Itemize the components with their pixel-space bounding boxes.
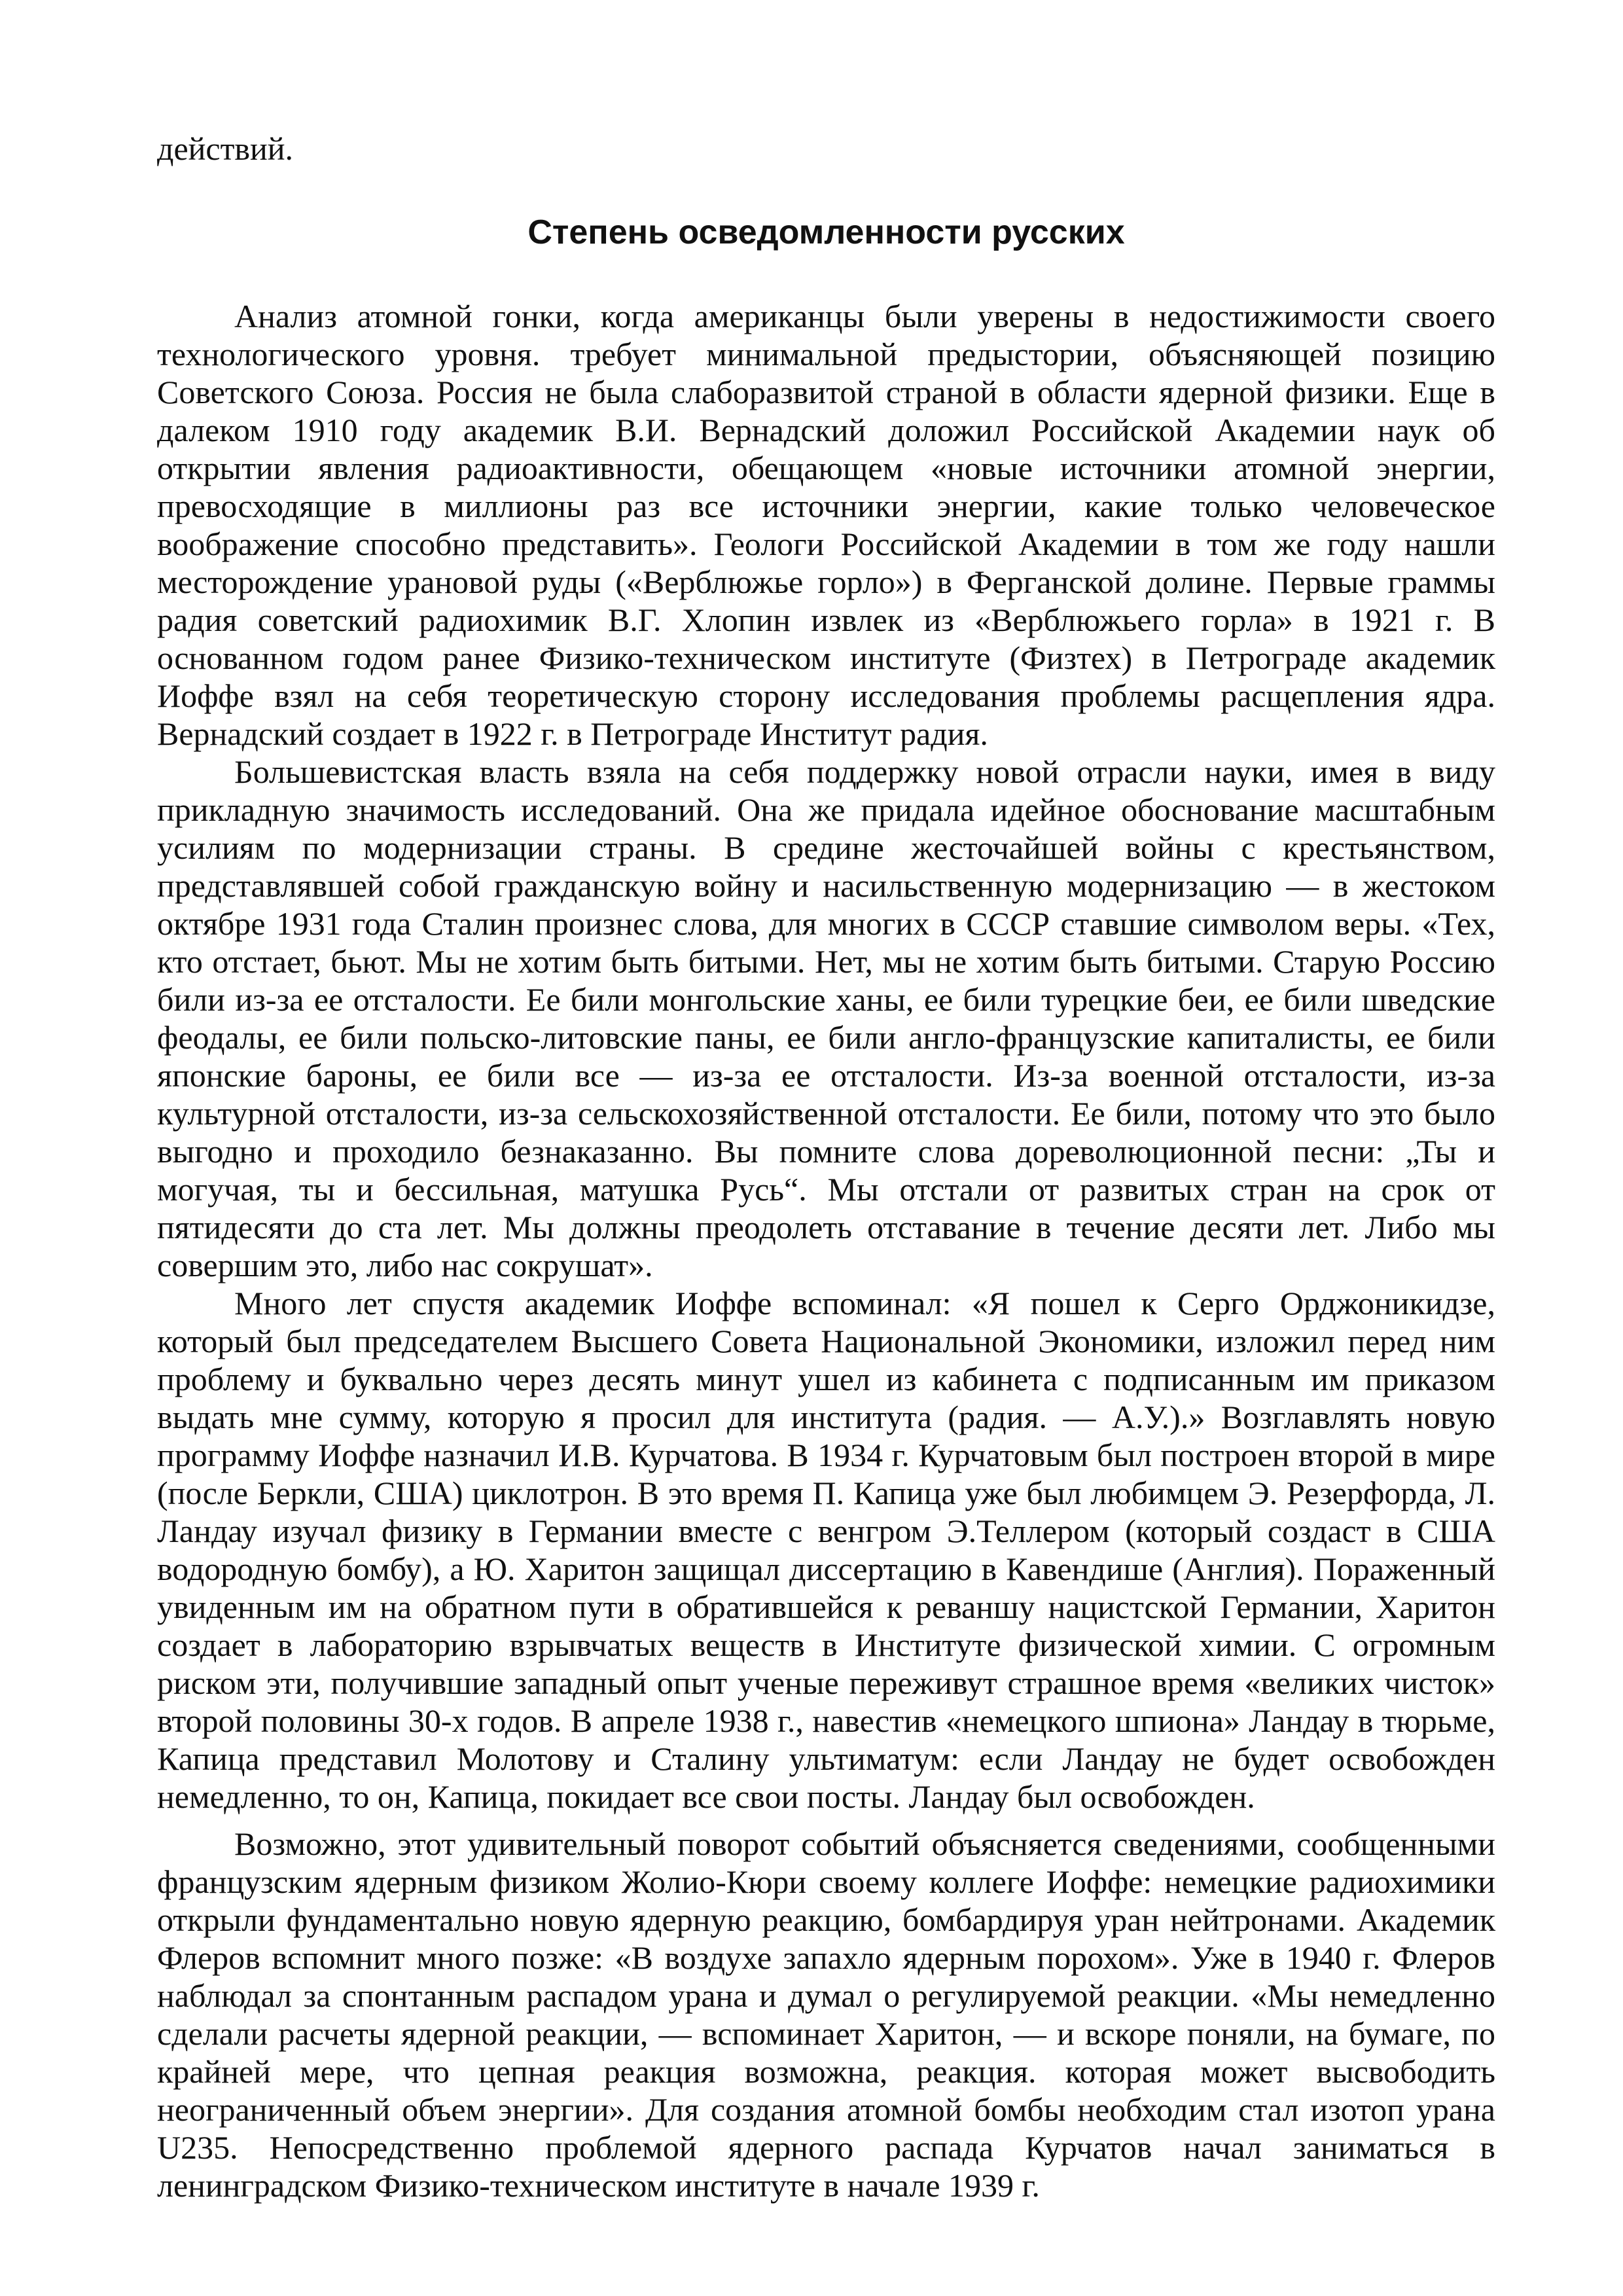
paragraph-3: Много лет спустя академик Иоффе вспоминал: «Я пошел к Серго Орджоникидзе, который был председателем Высшего Совета Национальной Экономики, изложил перед ним проблему и буквально через десять минут ушел из кабинета с подписанным им приказом выдать мне сумму, которую я просил для института (радия. — А.У.).» Возглавлять новую программу Иоффе назначил И.В. Курчатова. В 1934 г. Курчатовым был построен второй в мире (после Беркли, США) циклотрон. В это время П. Капица уже был любимцем Э. Резерфорда, Л. Ландау изучал физику в Германии вместе с венгром Э.Теллером (который создаст в США водородную бомбу), а Ю. Харитон защищал диссертацию в Кавендише (Англия). Пораженный увиденным им на обратном пути в обратившейся к реваншу нацистской Германии, Харитон создает в лабораторию взрывчатых веществ в Институте физической химии. С огромным риском эти, получившие западный опыт ученые переживут страшное время «великих чисток» второй половины 30-х годов. В апреле 1938 г., навестив «немецкого шпиона» Ландау в тюрьме, Капица представил Молотову и Сталину ультиматум: если Ландау не будет освобожден немедленно, то он, Капица, покидает все свои посты. Ландау был освобожден. [157, 1285, 1495, 1815]
paragraph-1: Анализ атомной гонки, когда американцы были уверены в недостижимости своего технологического уровня. требует минимальной предыстории, объясняющей позицию Советского Союза. Россия не была слаборазвитой страной в области ядерной физики. Еще в далеком 1910 году академик В.И. Вернадский доложил Российской Академии наук об открытии явления радиоактивности, обещающем «новые источники атомной энергии, превосходящие в миллионы раз все источники энергии, какие только человеческое воображение способно представить». Геологи Российской Академии в том же году нашли месторождение урановой руды («Верблюжье горло») в Ферганской долине. Первые граммы радия советский радиохимик В.Г. Хлопин извлек из «Верблюжьего горла» в 1921 г. В основанном годом ранее Физико-техническом институте (Физтех) в Петрограде академик Иоффе взял на себя теоретическую сторону исследования проблемы расщепления ядра. Вернадский создает в 1922 г. в Петрограде Институт радия. [157, 298, 1495, 752]
paragraph-4: Возможно, этот удивительный поворот событий объясняется сведениями, сообщенными французским ядерным физиком Жолио-Кюри своему коллеге Иоффе: немецкие радиохимики открыли фундаментально новую ядерную реакцию, бомбардируя уран нейтронами. Академик Флеров вспомнит много позже: «В воздухе запахло ядерным порохом». Уже в 1940 г. Флеров наблюдал за спонтанным распадом урана и думал о регулируемой реакции. «Мы немедленно сделали расчеты ядерной реакции, — вспоминает Харитон, — и вскоре поняли, на бумаге, по крайней мере, что цепная реакция возможна, реакция. которая может высвободить неограниченный объем энергии». Для создания атомной бомбы необходим стал изотоп урана U235. Непосредственно проблемой ядерного распада Курчатов начал заниматься в ленинградском Физико-техническом институте в начале 1939 г. [157, 1825, 1495, 2204]
paragraph-2: Большевистская власть взяла на себя поддержку новой отрасли науки, имея в виду прикладную значимость исследований. Она же придала идейное обоснование масштабным усилиям по модернизации страны. В средине жесточайшей войны с крестьянством, представлявшей собой гражданскую войну и насильственную модернизацию — в жестоком октябре 1931 года Сталин произнес слова, для многих в СССР ставшие символом веры. «Тех, кто отстает, бьют. Мы не хотим быть битыми. Нет, мы не хотим быть битыми. Старую Россию били из-за ее отсталости. Ее били монгольские ханы, ее били турецкие беи, ее били шведские феодалы, ее били польско-литовские паны, ее били англо-французские капиталисты, ее били японские бароны, ее били все — из-за ее отсталости. Из-за военной отсталости, из-за культурной отсталости, из-за сельскохозяйственной отсталости. Ее били, потому что это было выгодно и проходило безнаказанно. Вы помните слова дореволюционной песни: „Ты и могучая, ты и бессильная, матушка Русь“. Мы отстали от развитых стран на срок от пятидесяти до ста лет. Мы должны преодолеть отставание в течение десяти лет. Либо мы совершим это, либо нас сокрушат». [157, 753, 1495, 1283]
lead-text: действий. [157, 130, 294, 167]
section-title: Степень осведомленности русских [527, 213, 1125, 251]
document-body [157, 130, 1495, 2204]
